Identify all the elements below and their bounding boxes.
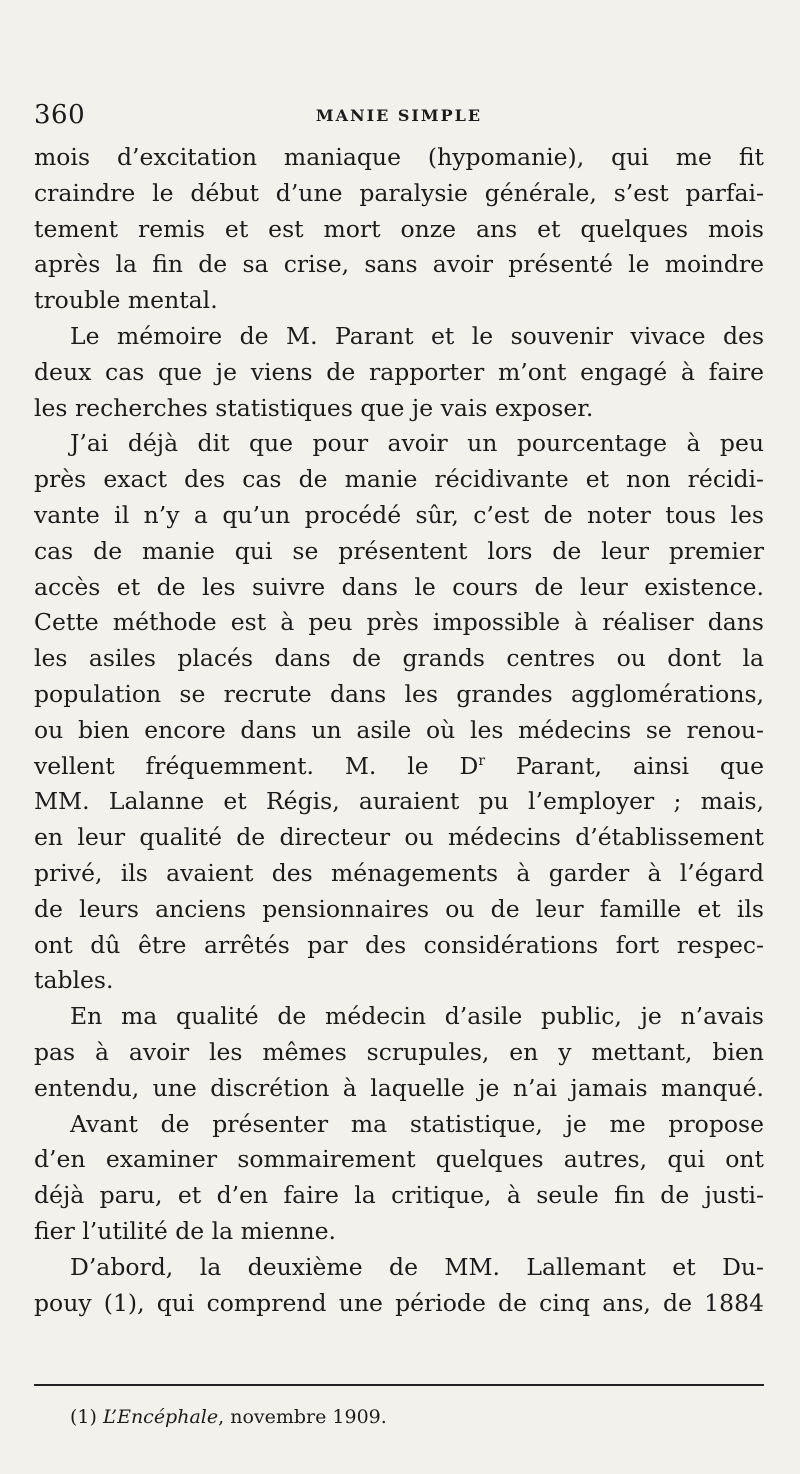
paragraph bbox=[34, 140, 764, 319]
text-line: Le mémoire de M. Parant et le souvenir vivace des bbox=[70, 321, 764, 350]
footnote bbox=[70, 1402, 387, 1432]
text-line: population se recrute dans les grandes agglomérations, bbox=[34, 679, 764, 708]
text-line: entendu, une discrétion à laquelle je n’ai jamais manqué. bbox=[34, 1073, 764, 1102]
text-line: deux cas que je viens de rapporter m’ont engagé à faire bbox=[34, 357, 764, 386]
paragraph bbox=[34, 1250, 764, 1322]
text-line: D’abord, la deuxième de MM. Lallemant et Du- bbox=[70, 1252, 764, 1281]
text-line: vante il n’y a qu’un procédé sûr, c’est de noter tous les bbox=[34, 500, 764, 529]
superscript: r bbox=[478, 752, 486, 769]
text-line-with-superscript bbox=[34, 749, 764, 785]
footnote-divider bbox=[34, 1384, 764, 1386]
text-line: J’ai déjà dit que pour avoir un pourcentage à peu bbox=[70, 429, 764, 458]
text-line: fier l’utilité de la mienne. bbox=[34, 1216, 336, 1245]
footnote-text: , novembre 1909. bbox=[218, 1406, 387, 1428]
text-line: accès et de les suivre dans le cours de leur existence. bbox=[34, 572, 764, 601]
text-line: pouy (1), qui comprend une période de cinq ans, de 1884 bbox=[34, 1288, 764, 1317]
paragraph bbox=[34, 999, 764, 1106]
page-header bbox=[34, 98, 764, 132]
footnote-marker: (1) bbox=[70, 1406, 97, 1428]
text-line: déjà paru, et d’en faire la critique, à seule fin de justi- bbox=[34, 1181, 764, 1210]
paragraph bbox=[34, 1107, 764, 1250]
text-line: en leur qualité de directeur ou médecins d’établissement bbox=[34, 823, 764, 852]
paragraph bbox=[34, 426, 764, 999]
footnote-journal: L’Encéphale bbox=[102, 1406, 219, 1428]
text-line: ont dû être arrêtés par des considérations fort respec- bbox=[34, 930, 764, 959]
text-line: cas de manie qui se présentent lors de leur premier bbox=[34, 536, 764, 565]
text-line: trouble mental. bbox=[34, 286, 218, 315]
text-line: pas à avoir les mêmes scrupules, en y mettant, bien bbox=[34, 1037, 764, 1066]
text-line: tables. bbox=[34, 966, 114, 995]
running-head: MANIE SIMPLE bbox=[315, 106, 483, 125]
text-line: MM. Lalanne et Régis, auraient pu l’employer ; mais, bbox=[34, 787, 764, 816]
text-line: En ma qualité de médecin d’asile public, je n’avais bbox=[70, 1002, 764, 1031]
text-line: tement remis et est mort onze ans et quelques mois bbox=[34, 214, 764, 243]
text-line: Cette méthode est à peu près impossible à réaliser dans bbox=[34, 608, 764, 637]
text-line: de leurs anciens pensionnaires ou de leur famille et ils bbox=[34, 894, 764, 923]
text-line: les recherches statistiques que je vais exposer. bbox=[34, 393, 594, 422]
page-number: 360 bbox=[34, 100, 86, 130]
text-line: les asiles placés dans de grands centres ou dont la bbox=[34, 644, 764, 673]
text-line: Avant de présenter ma statistique, je me propose bbox=[70, 1109, 764, 1138]
text-line: après la fin de sa crise, sans avoir présenté le moindre bbox=[34, 250, 764, 279]
text-line: ou bien encore dans un asile où les médecins se renou- bbox=[34, 715, 764, 744]
text-line: craindre le début d’une paralysie générale, s’est parfai- bbox=[34, 178, 764, 207]
text-line: d’en examiner sommairement quelques autres, qui ont bbox=[34, 1145, 764, 1174]
paragraph bbox=[34, 319, 764, 426]
text-fragment: vellent fréquemment. M. le D bbox=[34, 751, 479, 780]
text-line: près exact des cas de manie récidivante et non récidi- bbox=[34, 465, 764, 494]
body-text bbox=[34, 140, 764, 1321]
text-line: privé, ils avaient des ménagements à garder à l’égard bbox=[34, 858, 764, 887]
text-line: mois d’excitation maniaque (hypomanie), qui me fit bbox=[34, 143, 764, 171]
text-fragment: Parant, ainsi que bbox=[485, 751, 764, 780]
